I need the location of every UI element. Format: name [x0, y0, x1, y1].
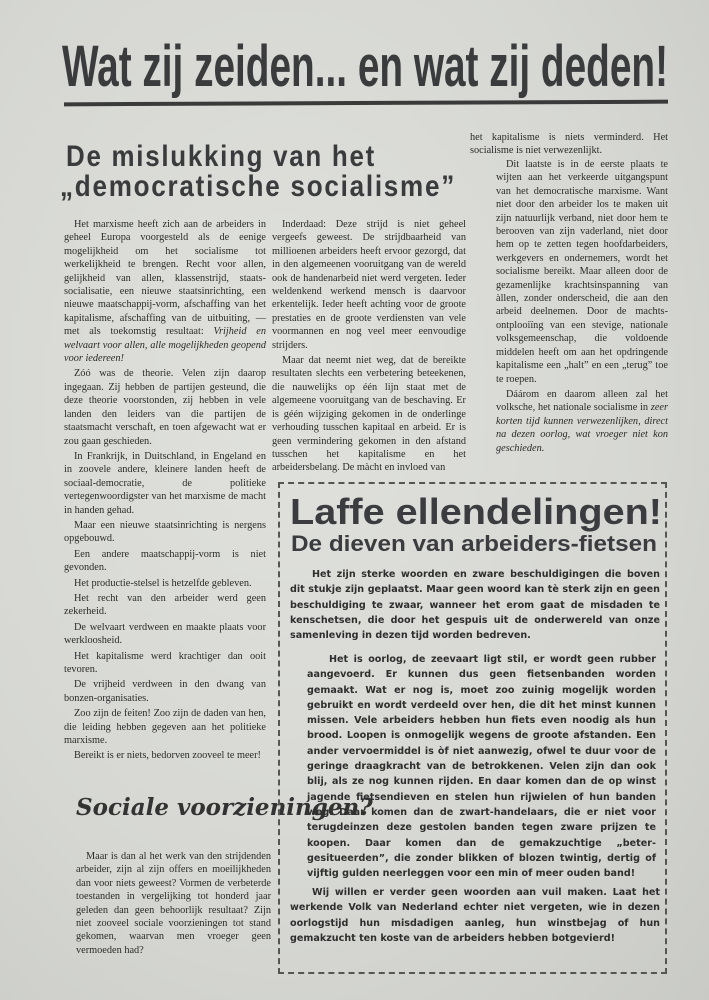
- paragraph: Een andere maatschappij-vorm is niet gevonden.: [64, 548, 266, 574]
- paragraph: Het productie-stelsel is hetzelfde gebleven.: [74, 577, 252, 589]
- boxed-article-paragraph-3: [290, 885, 660, 946]
- paragraph: Zóó was de theorie. Velen zijn daarop ingegaan. Zij hebben de partijen gesteund, die deze theorie voorstonden, zij hebben in vele landen den leiders van die partijen de staatsmacht verschaft, en toen afgewacht wat er zou gaan geschieden.: [64, 368, 266, 447]
- paragraph: Maar een nieuwe staatsinrichting is nergens opgebouwd.: [64, 519, 266, 545]
- article-title-line1: De mislukking van het: [66, 140, 376, 173]
- paragraph: Bereikt is er niets, bedorven zooveel te meer!: [74, 750, 261, 762]
- article-column-2: [272, 218, 466, 477]
- paragraph: Dáárom en daarom alleen zal het volksche, het nationale socialisme in zeer korten tijd kunnen verwezenlijken, direct na dezen oorlog, wat vroeger niet kon geschieden.: [496, 388, 668, 454]
- paragraph: De welvaart verdween en maakte plaats voor werkloosheid.: [64, 621, 266, 647]
- section-title-sociale-voorzieningen: Sociale voorzieningen?: [76, 794, 373, 821]
- paragraph: het kapitalisme is niets verminderd. Het socialisme is niet verwezenlijkt.: [470, 132, 668, 157]
- page-headline: Wat zij zeiden... en wat zij deden!: [62, 34, 668, 99]
- boxed-article-paragraph-2: [307, 652, 656, 881]
- paragraph: Dit laatste is in de eerste plaats te wijten aan het verkeerde uitgangspunt van het democratische marxisme. Want niet door den arbeider los te maken uit zijn natuurlijk verband, niet door hem te berooven van zijn vaderland, niet door hem op te zetten tegen hoofdarbeiders, werkgevers en ondernemers, wordt het socialisme bereikt. Maar alleen door de gezamenlijke krachtsinspanning van àllen, zonder onderscheid, die aan den arbeid deelnemen. Door de machts-ontplooiïng van een stevige, nationale volksgemeenschap, die voldoende middelen heeft om aan het opdringende kapitalisme een „halt” en een „terug” toe te roepen.: [496, 159, 668, 385]
- paragraph: De vrijheid verdween in den dwang van bonzen-organisaties.: [64, 679, 266, 704]
- boxed-article-subtitle: De dieven van arbeiders-fietsen: [291, 531, 657, 556]
- paragraph: Wij willen er verder geen woorden aan vuil maken. Laat het werkende Volk van Nederland echter niet vergeten, wie in dezen oorlogstijd hun misdadigen aanleg, hun winstbejag of hun gemakzucht ten koste van de arbeiders hebben botgevierd!: [290, 887, 660, 944]
- paragraph: Het zijn sterke woorden en zware beschuldigingen die boven dit stukje zijn geplaatst. Maar geen woord kan tè sterk zijn en geen beschuldiging te zwaar, wanneer het erom gaat de misdaden te kenschetsen, die door het gespuis uit de onderwereld van onze samenleving in dezen tijd worden bedreven.: [290, 569, 660, 642]
- article-column-1: [64, 218, 266, 765]
- boxed-article-title: Laffe ellendelingen!: [290, 491, 662, 532]
- paragraph: Maar is dan al het werk van den strijdenden arbeider, zijn al zijn offers en moeilijkheden dan voor niets geweest? Vormen de verbeterde toestanden in vergelijking tot honderd jaar geleden dan geen behoorlijk resultaat? Zijn niet zooveel sociale voorzieningen tot stand gekomen, waarvan men vroeger geen vermoeden had?: [76, 851, 271, 956]
- paragraph: Het is oorlog, de zeevaart ligt stil, er wordt geen rubber aangevoerd. Er kunnen dus geen fietsenbanden worden gemaakt. Wat er nog is, moet zoo zuinig mogelijk worden gebruikt en wordt verdeeld over hen, die dit het minst kunnen missen. Vele arbeiders hebben hun fiets even noodig als hun brood. Loopen is onmogelijk wegens de groote afstanden. Een ander vervoermiddel is òf niet aanwezig, ofwel te duur voor de geringe draagkracht van de betrokkenen. Velen zijn dan ook blij, als ze nog kunnen rijden. En daar komen dan de op winst jagende fietsendieven en stelen hun rijwielen of hun banden weg. Daar komen dan de zwart-handelaars, die er niet voor terugdeinzen deze gestolen banden tegen zware prijzen te koopen. Daar komen dan de gemakzuchtige „beter-gesitueerden”, die zonder blikken of blozen twintig, dertig of vijftig gulden neerleggen voor een min of meer ouden band!: [307, 654, 656, 880]
- paragraph: Het kapitalisme werd krachtiger dan ooit tevoren.: [64, 650, 266, 675]
- article-title-line2: „democratische socialisme”: [60, 170, 456, 203]
- paragraph: Maar dat neemt niet weg, dat de bereikte resultaten slechts een verbetering beteekenen, die nauwelijks op één lijn staat met de algemeene vooruitgang van de beschaving. Er is géén wijziging gekomen in de onderlinge verhouding tusschen kapitaal en arbeid. Er is geen vermindering gekomen in den afstand tusschen het kapitalisme en het arbeidersbelang. De màcht en invloed van: [272, 355, 466, 474]
- sociale-voorzieningen-body: [76, 850, 271, 959]
- paragraph: Zoo zijn de feiten! Zoo zijn de daden van hen, die leiding hebben gegeven aan het politieke marxisme.: [64, 708, 266, 747]
- paragraph: Inderdaad: Deze strijd is niet geheel vergeefs geweest. De strijdbaarheid van millioenen arbeiders heeft ervoor gezorgd, dat in den algemeenen vooruitgang van de wereld ook de handenarbeid niet werd vergeten. Ieder weldenkend werkend mensch is daarvoor erkentelijk. Ieder heeft achting voor de groote prestaties en de groote verdiensten van vele voormannen en nog veel meer eenvoudige strijders.: [272, 219, 466, 351]
- paragraph: Het marxisme heeft zich aan de arbeiders in geheel Europa voorgesteld als de eenige mogelijkheid om het socialisme tot werkelijkheid te brengen. Recht voor allen, gelijkheid van allen, klassenstrijd, staats-socialisatie, een nieuwe staatsinrichting, een nieuwe maatschappij-vorm, afschaffing van het kapitalisme, afschaffing van de uitbuiting, — met als toekomstig resultaat: Vrijheid en welvaart voor allen, alle mogelijkheden geopend voor iedereen!: [64, 219, 266, 365]
- article-column-3: [496, 158, 668, 457]
- boxed-article-paragraph-1: [290, 567, 660, 643]
- paragraph: In Frankrijk, in Duitschland, in Engeland en in zoovele andere, kleinere landen heeft de sociaal-democratie, de politieke vertegenwoordigster van het marxisme de macht in handen gehad.: [64, 450, 266, 516]
- article-column-3-top: [470, 131, 668, 160]
- paragraph: Het recht van den arbeider werd geen zekerheid.: [64, 592, 266, 618]
